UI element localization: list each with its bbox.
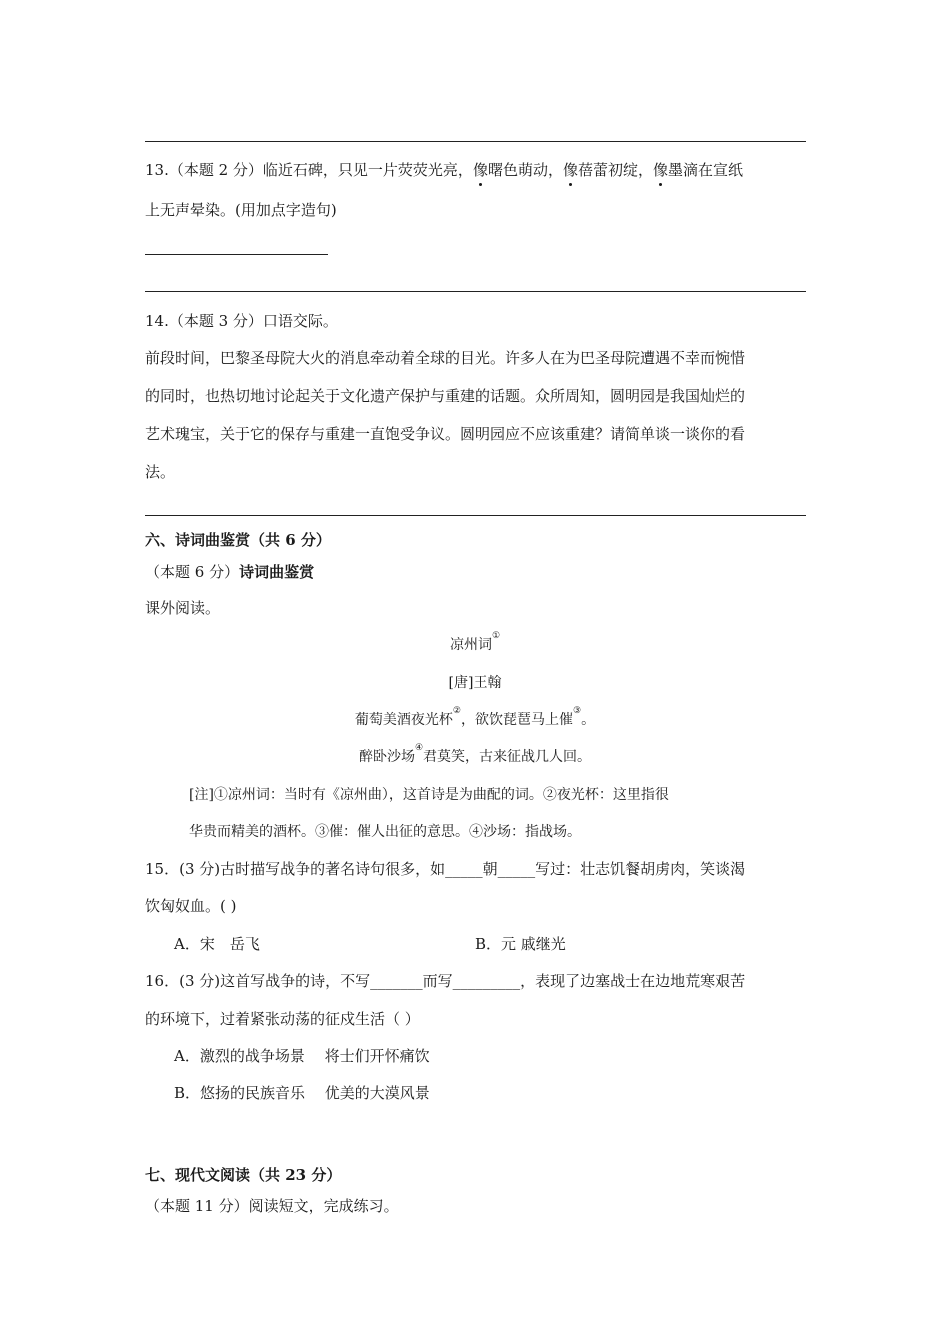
- question-13-line-2: 上无声晕染。(用加点字造句): [145, 201, 337, 219]
- poem-text: ，欲饮琵琶马上催: [461, 712, 573, 728]
- divider: [145, 291, 806, 292]
- question-15-line-1: 15．(3 分)古时描写战争的著名诗句很多，如_____朝_____写过：壮志饥餐胡虏肉，笑谈渴: [145, 860, 746, 878]
- question-text: 蓓蕾初绽，: [577, 161, 653, 179]
- question-14-body-line: 前段时间，巴黎圣母院大火的消息牵动着全球的目光。许多人在为巴圣母院遭遇不幸而惋惜: [145, 349, 746, 367]
- footnote-marker: ①: [491, 631, 501, 641]
- question-15-option-a[interactable]: A．宋 岳飞: [174, 935, 260, 953]
- poem-notes-line-2: 华贵而精美的酒杯。③催：催人出征的意思。④沙场：指战场。: [189, 824, 581, 840]
- poem-line-1: [0, 706, 950, 729]
- question-16-option-a[interactable]: A．激烈的战争场景 将士们开怀痛饮: [174, 1047, 430, 1065]
- question-16-line-2: 的环境下，过着紧张动荡的征戍生活（ ）: [145, 1010, 420, 1028]
- section-6-subheading: [145, 561, 314, 582]
- answer-line[interactable]: [145, 254, 328, 255]
- question-14-title: 14.（本题 3 分）口语交际。: [145, 312, 338, 330]
- section-7-heading: 七、现代文阅读（共 23 分）: [145, 1166, 342, 1184]
- footnote-marker: ②: [452, 706, 461, 716]
- footnote-marker: ④: [414, 743, 424, 753]
- section-7-subheading: （本题 11 分）阅读短文，完成练习。: [145, 1197, 399, 1215]
- poem-text: 葡萄美酒夜光杯: [354, 712, 453, 728]
- question-13-line-1: [145, 159, 743, 180]
- poem-text: 。: [581, 712, 596, 728]
- divider: [145, 515, 806, 516]
- poem-line-2: [0, 743, 950, 766]
- question-16-option-b[interactable]: B．悠扬的民族音乐 优美的大漠风景: [174, 1084, 430, 1102]
- question-15-option-b[interactable]: B．元 戚继光: [475, 935, 566, 953]
- poem-title-text: 凉州词: [449, 637, 492, 653]
- section-6-intro: 课外阅读。: [145, 599, 221, 617]
- question-14-body-line: 法。: [145, 463, 176, 481]
- poem-notes-line-1: [注]①凉州词：当时有《凉州曲），这首诗是为曲配的词。②夜光杯：这里指很: [189, 787, 669, 803]
- poem-title: [0, 631, 950, 654]
- footnote-marker: ③: [573, 706, 582, 716]
- poem-text: 醉卧沙场: [358, 749, 415, 765]
- poem-author: [唐]王翰: [448, 675, 502, 691]
- question-text: 曙色萌动，: [487, 161, 563, 179]
- divider: [145, 141, 806, 142]
- section-6-heading: 六、诗词曲鉴赏（共 6 分）: [145, 531, 331, 549]
- emphasis-char: 像: [653, 161, 669, 179]
- emphasis-char: 像: [472, 161, 488, 179]
- poem-text: 君莫笑，古来征战几人回。: [423, 749, 592, 765]
- question-text: 墨滴在宣纸: [668, 161, 744, 179]
- question-16-line-1: 16．(3 分)这首写战争的诗，不写_______而写_________，表现了边塞战士在边地荒寒艰苦: [145, 972, 746, 990]
- subheading-bold: 诗词曲鉴赏: [239, 563, 315, 581]
- question-text: 13.（本题 2 分）临近石碑，只见一片荧荧光亮，: [145, 161, 473, 179]
- emphasis-char: 像: [562, 161, 578, 179]
- question-15-line-2: 饮匈奴血。( ): [145, 897, 237, 915]
- question-14-body-line: 艺术瑰宝，关于它的保存与重建一直饱受争议。圆明园应不应该重建？请简单谈一谈你的看: [145, 425, 746, 443]
- question-14-body-line: 的同时，也热切地讨论起关于文化遗产保护与重建的话题。众所周知，圆明园是我国灿烂的: [145, 387, 746, 405]
- subheading-prefix: （本题 6 分）: [145, 563, 240, 581]
